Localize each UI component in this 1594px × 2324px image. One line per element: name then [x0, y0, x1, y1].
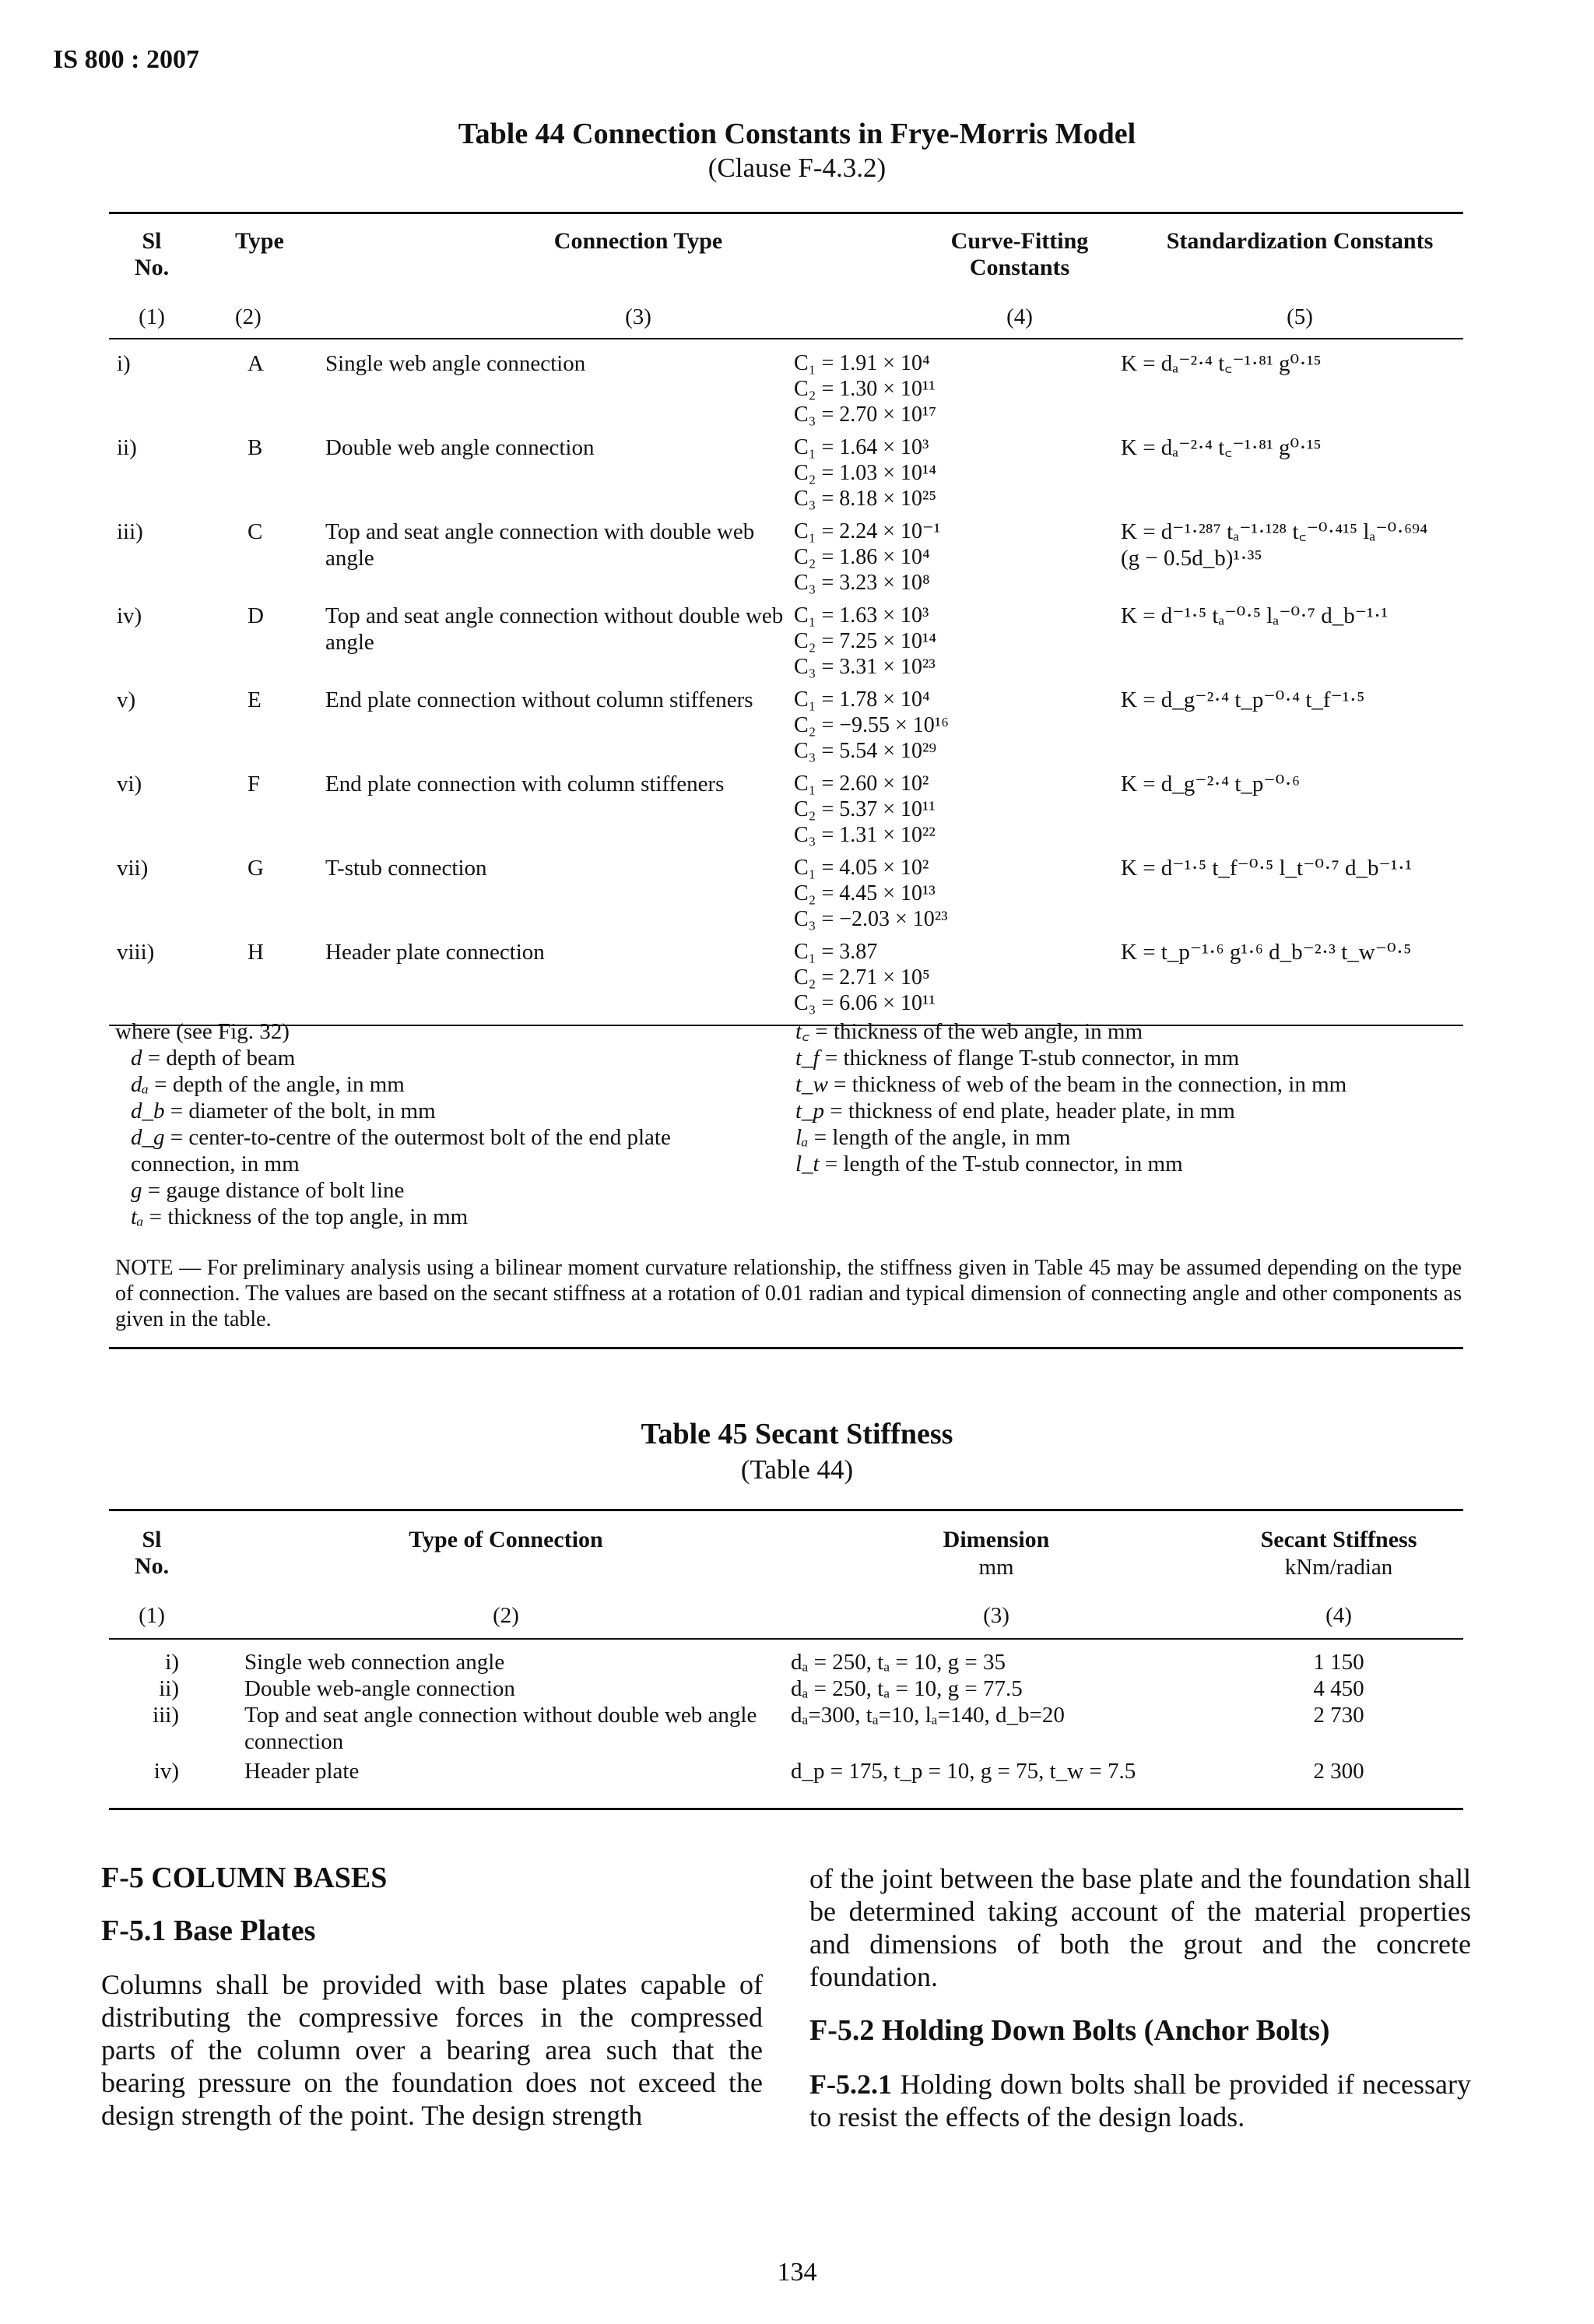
table44-bottom-rule	[109, 1347, 1463, 1349]
t44-row-c1: C₁ = 1.64 × 10³	[794, 435, 929, 459]
t45-row-type: Header plate	[244, 1759, 360, 1784]
table45-top-rule	[109, 1509, 1463, 1511]
t44-row-c3: C₃ = 1.31 × 10²²	[794, 823, 936, 847]
t45-head-no: No.	[134, 1553, 170, 1579]
t44-row-k: K = t_p⁻¹·⁶ g¹·⁶ d_b⁻²·³ t_w⁻⁰·⁵	[1121, 940, 1412, 965]
t44-row-c2: C₂ = 1.03 × 10¹⁴	[794, 461, 937, 485]
table44-note: NOTE — For preliminary analysis using a bilinear moment curvature relationship, the stiffness given in Table 45 may be assumed depending on the type of connection. The values are based on the secant stiffness at a rotation of 0.01 radian and typical dimension of connecting angle and other components as given in the table.	[115, 1256, 1462, 1331]
legend-item: t_w = thickness of web of the beam in the connection, in mm	[795, 1072, 1347, 1097]
t44-row-c1: C₁ = 2.60 × 10²	[794, 772, 929, 796]
t44-row-c3: C₃ = 3.23 × 10⁸	[794, 571, 930, 595]
table45-bottom-rule	[109, 1808, 1463, 1810]
t44-row-conn: Top and seat angle connection with double web angle	[325, 519, 755, 571]
t44-row-conn: Top and seat angle connection without double web angle	[325, 603, 784, 655]
t45-row-dim: d_p = 175, t_p = 10, g = 75, t_w = 7.5	[791, 1759, 1136, 1784]
t45-row-sl: iv)	[153, 1759, 179, 1784]
t44-row-type: B	[248, 435, 263, 460]
t44-row-type: F	[248, 772, 261, 796]
table44-top-rule	[109, 212, 1463, 214]
table44-header-rule	[109, 338, 1463, 339]
t45-row-ss: 1 150	[1313, 1650, 1364, 1675]
t44-row-conn: T-stub connection	[325, 856, 487, 881]
t44-row-c2: C₂ = 4.45 × 10¹³	[794, 881, 936, 905]
t44-row-conn: End plate connection with column stiffeners	[325, 772, 725, 796]
t44-row-c1: C₁ = 4.05 × 10²	[794, 856, 929, 880]
t45-head-dim2: mm	[978, 1555, 1014, 1580]
t44-head-type: Type	[235, 228, 284, 254]
t44-row-sl: vi)	[117, 772, 142, 796]
legend-item: g = gauge distance of bolt line	[131, 1178, 405, 1203]
document-header: IS 800 : 2007	[53, 45, 199, 74]
t45-row-ss: 2 300	[1313, 1759, 1364, 1784]
t45-row-dim: dₐ = 250, tₐ = 10, g = 77.5	[791, 1676, 1023, 1701]
t45-colnum-1: (1)	[139, 1603, 165, 1628]
legend-item: t꜀ = thickness of the web angle, in mm	[795, 1019, 1143, 1044]
t45-head-ss2: kNm/radian	[1284, 1555, 1393, 1580]
t44-where: where (see Fig. 32)	[115, 1019, 290, 1044]
para-f51: Columns shall be provided with base plates capable of distributing the compressive forces in the compressed parts of the column over a bearing area such that the bearing pressure on the foundation does not exceed the design strength of the point. The design strength	[101, 1969, 763, 2131]
t44-row-c3: C₃ = 8.18 × 10²⁵	[794, 487, 937, 511]
t44-head-curve2: Constants	[969, 255, 1070, 280]
table45-title: Table 45 Secant Stiffness	[641, 1418, 953, 1450]
t45-row-type: Single web connection angle	[244, 1650, 505, 1675]
t44-head-curve1: Curve-Fitting	[950, 228, 1089, 254]
legend-item: l_t = length of the T-stub connector, in mm	[795, 1151, 1183, 1176]
heading-f5: F-5 COLUMN BASES	[101, 1862, 388, 1894]
t44-row-c3: C₃ = −2.03 × 10²³	[794, 907, 948, 931]
t44-row-type: D	[248, 603, 264, 628]
t44-row-c1: C₁ = 1.63 × 10³	[794, 603, 929, 628]
t45-row-sl: ii)	[159, 1676, 179, 1701]
t44-row-c2: C₂ = −9.55 × 10¹⁶	[794, 713, 949, 737]
t44-row-c2: C₂ = 7.25 × 10¹⁴	[794, 629, 937, 653]
t44-row-sl: iv)	[117, 603, 142, 628]
t45-row-dim: dₐ = 250, tₐ = 10, g = 35	[791, 1650, 1006, 1675]
t45-row-ss: 4 450	[1313, 1676, 1364, 1701]
t44-row-c2: C₂ = 5.37 × 10¹¹	[794, 797, 936, 821]
t44-row-conn: Double web angle connection	[325, 435, 595, 460]
t44-row-c2: C₂ = 1.86 × 10⁴	[794, 545, 930, 569]
t44-row-sl: vii)	[117, 856, 149, 881]
t44-row-c3: C₃ = 6.06 × 10¹¹	[794, 991, 936, 1015]
t44-row-k: K = d_g⁻²·⁴ t_p⁻⁰·⁶	[1121, 772, 1301, 796]
page-number: 134	[777, 2258, 817, 2287]
para-f521: F-5.2.1 Holding down bolts shall be provided if necessary to resist the effects of the design loads.	[809, 2069, 1472, 2132]
legend-item: t_f = thickness of flange T-stub connector, in mm	[795, 1046, 1240, 1071]
t44-row-k: K = d⁻¹·⁵ t_f⁻⁰·⁵ l_t⁻⁰·⁷ d_b⁻¹·¹	[1121, 856, 1412, 881]
t44-row-sl: iii)	[117, 519, 143, 544]
t44-row-k: K = d_g⁻²·⁴ t_p⁻⁰·⁴ t_f⁻¹·⁵	[1121, 687, 1365, 712]
t45-row-sl: i)	[165, 1650, 179, 1675]
t44-row-c2: C₂ = 1.30 × 10¹¹	[794, 377, 936, 401]
t44-row-c2: C₂ = 2.71 × 10⁵	[794, 965, 930, 990]
table45-clause: (Table 44)	[740, 1454, 854, 1485]
t44-row-c1: C₁ = 2.24 × 10⁻¹	[794, 519, 941, 543]
t44-colnum-3: (3)	[625, 304, 651, 329]
t44-row-k: K = d⁻¹·²⁸⁷ tₐ⁻¹·¹²⁸ t꜀⁻⁰·⁴¹⁵ lₐ⁻⁰·⁶⁹⁴ (g − 0.5d_b)¹·³⁵	[1121, 519, 1428, 571]
t44-row-c1: C₁ = 1.91 × 10⁴	[794, 351, 930, 375]
t44-row-k: K = dₐ⁻²·⁴ t꜀⁻¹·⁸¹ g⁰·¹⁵	[1121, 435, 1322, 460]
t44-row-type: C	[248, 519, 263, 544]
t45-colnum-3: (3)	[983, 1603, 1009, 1628]
t44-row-conn: Header plate connection	[325, 940, 545, 965]
t45-row-dim: dₐ=300, tₐ=10, lₐ=140, d_b=20	[791, 1703, 1065, 1728]
t45-head-ss1: Secant Stiffness	[1260, 1527, 1417, 1552]
t44-row-c3: C₃ = 2.70 × 10¹⁷	[794, 403, 937, 427]
t44-head-sl: Sl	[142, 228, 162, 254]
para-f51-cont: of the joint between the base plate and the foundation shall be determined taking account of the material properties and dimensions of both the grout and the concrete foundation.	[809, 1863, 1471, 1992]
t45-head-dim1: Dimension	[943, 1527, 1050, 1552]
t44-row-type: G	[248, 856, 264, 881]
t44-head-conn: Connection Type	[553, 228, 723, 254]
t44-row-c3: C₃ = 3.31 × 10²³	[794, 655, 936, 679]
t44-row-c1: C₁ = 3.87	[794, 940, 878, 964]
t44-row-conn: Single web angle connection	[325, 351, 586, 376]
t44-row-c3: C₃ = 5.54 × 10²⁹	[794, 739, 937, 763]
legend-item: d = depth of beam	[131, 1046, 296, 1071]
t44-colnum-4: (4)	[1006, 304, 1033, 329]
t45-colnum-4: (4)	[1325, 1603, 1352, 1628]
legend-item: dₐ = depth of the angle, in mm	[131, 1072, 405, 1097]
t45-head-type: Type of Connection	[409, 1527, 603, 1552]
legend-item: d_b = diameter of the bolt, in mm	[131, 1099, 436, 1123]
t44-head-no: No.	[134, 255, 170, 280]
t44-row-k: K = d⁻¹·⁵ tₐ⁻⁰·⁵ lₐ⁻⁰·⁷ d_b⁻¹·¹	[1121, 603, 1389, 628]
t44-colnum-5: (5)	[1287, 304, 1313, 329]
t44-colnum-1: (1)	[139, 304, 165, 329]
t44-colnum-2: (2)	[235, 304, 262, 329]
t45-row-type: Top and seat angle connection without double web angle connection	[244, 1703, 757, 1754]
legend-item: d_g = center-to-centre of the outermost bolt of the end plate connection, in mm	[131, 1125, 671, 1176]
table44-title: Table 44 Connection Constants in Frye-Morris Model	[458, 118, 1136, 150]
t45-row-sl: iii)	[153, 1703, 179, 1728]
t44-row-conn: End plate connection without column stiffeners	[325, 687, 753, 712]
t44-row-type: A	[248, 351, 264, 376]
legend-item: lₐ = length of the angle, in mm	[795, 1125, 1071, 1150]
t44-row-sl: viii)	[117, 940, 155, 965]
legend-item: tₐ = thickness of the top angle, in mm	[131, 1204, 469, 1229]
heading-f51: F-5.1 Base Plates	[101, 1914, 316, 1947]
t44-row-k: K = dₐ⁻²·⁴ t꜀⁻¹·⁸¹ g⁰·¹⁵	[1121, 351, 1322, 376]
t45-row-type: Double web-angle connection	[244, 1676, 515, 1701]
t44-head-std: Standardization Constants	[1166, 228, 1434, 254]
t44-row-sl: ii)	[117, 435, 137, 460]
legend-item: t_p = thickness of end plate, header plate, in mm	[795, 1099, 1235, 1123]
t45-row-ss: 2 730	[1313, 1703, 1364, 1728]
t44-row-c1: C₁ = 1.78 × 10⁴	[794, 687, 930, 712]
t45-colnum-2: (2)	[493, 1603, 519, 1628]
t44-row-type: E	[248, 687, 262, 712]
table44-clause: (Clause F-4.3.2)	[707, 153, 887, 183]
t44-row-sl: i)	[117, 351, 131, 376]
table45-header-rule	[109, 1638, 1463, 1640]
heading-f52: F-5.2 Holding Down Bolts (Anchor Bolts)	[809, 2014, 1330, 2047]
t45-head-sl: Sl	[142, 1527, 162, 1552]
t44-row-sl: v)	[117, 687, 136, 712]
t44-row-type: H	[248, 940, 264, 965]
